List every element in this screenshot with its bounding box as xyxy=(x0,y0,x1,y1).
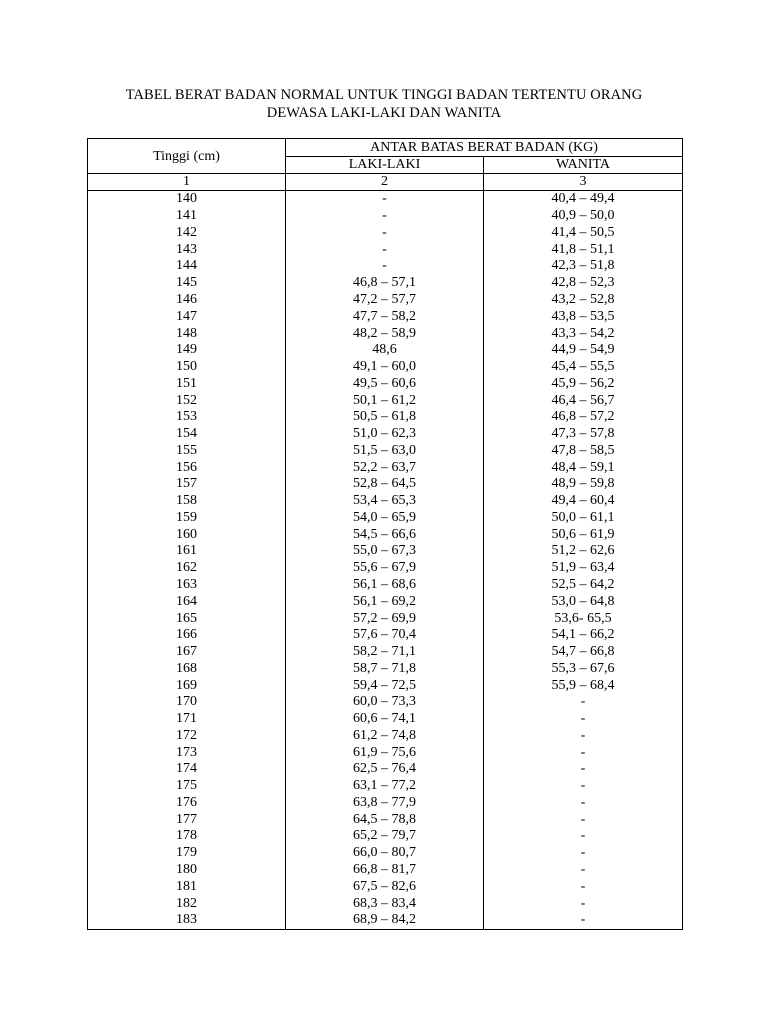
table-row xyxy=(88,593,683,610)
column-number-3: 3 xyxy=(484,174,683,191)
cell-tinggi: 165 xyxy=(88,610,286,627)
cell-tinggi: 146 xyxy=(88,292,286,309)
cell-wanita: 43,8 – 53,5 xyxy=(484,308,683,325)
cell-laki-laki: 66,0 – 80,7 xyxy=(286,845,484,862)
cell-laki-laki: - xyxy=(286,225,484,242)
table-row xyxy=(88,258,683,275)
cell-tinggi: 166 xyxy=(88,627,286,644)
table-row xyxy=(88,510,683,527)
cell-laki-laki: 60,0 – 73,3 xyxy=(286,694,484,711)
cell-laki-laki: 58,7 – 71,8 xyxy=(286,660,484,677)
cell-tinggi: 174 xyxy=(88,761,286,778)
table-row xyxy=(88,610,683,627)
header-laki-laki: LAKI-LAKI xyxy=(286,157,484,174)
cell-wanita: - xyxy=(484,912,683,929)
cell-wanita: 43,2 – 52,8 xyxy=(484,292,683,309)
table-row xyxy=(88,275,683,292)
cell-tinggi: 173 xyxy=(88,744,286,761)
cell-tinggi: 183 xyxy=(88,912,286,929)
table-body xyxy=(88,191,683,930)
cell-wanita: - xyxy=(484,795,683,812)
cell-wanita: - xyxy=(484,862,683,879)
cell-tinggi: 181 xyxy=(88,878,286,895)
cell-laki-laki: 47,2 – 57,7 xyxy=(286,292,484,309)
table-row xyxy=(88,375,683,392)
cell-laki-laki: 56,1 – 69,2 xyxy=(286,593,484,610)
table-row xyxy=(88,878,683,895)
table-row xyxy=(88,409,683,426)
cell-wanita: 53,6- 65,5 xyxy=(484,610,683,627)
cell-wanita: 40,4 – 49,4 xyxy=(484,191,683,208)
column-number-2: 2 xyxy=(286,174,484,191)
cell-laki-laki: - xyxy=(286,241,484,258)
cell-laki-laki: 56,1 – 68,6 xyxy=(286,577,484,594)
cell-tinggi: 161 xyxy=(88,543,286,560)
table-row xyxy=(88,426,683,443)
cell-wanita: 54,7 – 66,8 xyxy=(484,644,683,661)
cell-wanita: 55,3 – 67,6 xyxy=(484,660,683,677)
table-row xyxy=(88,560,683,577)
weight-table xyxy=(87,138,683,930)
cell-tinggi: 140 xyxy=(88,191,286,208)
cell-laki-laki: 49,5 – 60,6 xyxy=(286,375,484,392)
table-row xyxy=(88,342,683,359)
cell-laki-laki: 62,5 – 76,4 xyxy=(286,761,484,778)
cell-laki-laki: 48,2 – 58,9 xyxy=(286,325,484,342)
cell-tinggi: 164 xyxy=(88,593,286,610)
table-row xyxy=(88,862,683,879)
cell-tinggi: 170 xyxy=(88,694,286,711)
cell-tinggi: 150 xyxy=(88,359,286,376)
table-row xyxy=(88,292,683,309)
table-row xyxy=(88,644,683,661)
table-row xyxy=(88,577,683,594)
table-row xyxy=(88,845,683,862)
table-row xyxy=(88,392,683,409)
cell-laki-laki: 63,8 – 77,9 xyxy=(286,795,484,812)
table-row xyxy=(88,225,683,242)
cell-tinggi: 179 xyxy=(88,845,286,862)
cell-wanita: 41,4 – 50,5 xyxy=(484,225,683,242)
cell-tinggi: 148 xyxy=(88,325,286,342)
cell-laki-laki: 63,1 – 77,2 xyxy=(286,778,484,795)
cell-tinggi: 151 xyxy=(88,375,286,392)
cell-tinggi: 155 xyxy=(88,442,286,459)
table-row xyxy=(88,627,683,644)
cell-tinggi: 154 xyxy=(88,426,286,443)
table-row xyxy=(88,459,683,476)
cell-wanita: - xyxy=(484,744,683,761)
table-row xyxy=(88,677,683,694)
cell-wanita: 50,0 – 61,1 xyxy=(484,510,683,527)
table-row xyxy=(88,912,683,929)
table-row xyxy=(88,308,683,325)
table-row xyxy=(88,660,683,677)
cell-wanita: - xyxy=(484,761,683,778)
table-row xyxy=(88,811,683,828)
cell-tinggi: 144 xyxy=(88,258,286,275)
cell-tinggi: 167 xyxy=(88,644,286,661)
cell-wanita: 45,4 – 55,5 xyxy=(484,359,683,376)
cell-laki-laki: 55,0 – 67,3 xyxy=(286,543,484,560)
cell-tinggi: 157 xyxy=(88,476,286,493)
cell-wanita: - xyxy=(484,895,683,912)
cell-laki-laki: 66,8 – 81,7 xyxy=(286,862,484,879)
cell-wanita: 54,1 – 66,2 xyxy=(484,627,683,644)
table-row xyxy=(88,744,683,761)
cell-tinggi: 156 xyxy=(88,459,286,476)
cell-tinggi: 168 xyxy=(88,660,286,677)
cell-tinggi: 142 xyxy=(88,225,286,242)
cell-tinggi: 143 xyxy=(88,241,286,258)
cell-wanita: - xyxy=(484,694,683,711)
cell-laki-laki: 49,1 – 60,0 xyxy=(286,359,484,376)
table-row xyxy=(88,359,683,376)
cell-tinggi: 180 xyxy=(88,862,286,879)
table-row xyxy=(88,208,683,225)
cell-laki-laki: 48,6 xyxy=(286,342,484,359)
cell-wanita: 46,8 – 57,2 xyxy=(484,409,683,426)
cell-laki-laki: 57,6 – 70,4 xyxy=(286,627,484,644)
cell-laki-laki: 46,8 – 57,1 xyxy=(286,275,484,292)
cell-laki-laki: 55,6 – 67,9 xyxy=(286,560,484,577)
table-row xyxy=(88,543,683,560)
cell-tinggi: 147 xyxy=(88,308,286,325)
cell-laki-laki: 59,4 – 72,5 xyxy=(286,677,484,694)
cell-tinggi: 159 xyxy=(88,510,286,527)
cell-wanita: 47,8 – 58,5 xyxy=(484,442,683,459)
cell-wanita: - xyxy=(484,778,683,795)
cell-laki-laki: 52,8 – 64,5 xyxy=(286,476,484,493)
cell-laki-laki: 64,5 – 78,8 xyxy=(286,811,484,828)
cell-wanita: - xyxy=(484,845,683,862)
cell-laki-laki: - xyxy=(286,191,484,208)
cell-laki-laki: 58,2 – 71,1 xyxy=(286,644,484,661)
table-row xyxy=(88,795,683,812)
cell-tinggi: 178 xyxy=(88,828,286,845)
header-tinggi: Tinggi (cm) xyxy=(88,139,286,174)
cell-wanita: 42,3 – 51,8 xyxy=(484,258,683,275)
cell-laki-laki: 61,9 – 75,6 xyxy=(286,744,484,761)
cell-wanita: 45,9 – 56,2 xyxy=(484,375,683,392)
cell-wanita: - xyxy=(484,711,683,728)
cell-wanita: 49,4 – 60,4 xyxy=(484,493,683,510)
cell-tinggi: 149 xyxy=(88,342,286,359)
cell-tinggi: 171 xyxy=(88,711,286,728)
cell-tinggi: 163 xyxy=(88,577,286,594)
table-row xyxy=(88,493,683,510)
table-row xyxy=(88,526,683,543)
cell-wanita: 41,8 – 51,1 xyxy=(484,241,683,258)
cell-tinggi: 160 xyxy=(88,526,286,543)
column-number-1: 1 xyxy=(88,174,286,191)
cell-tinggi: 176 xyxy=(88,795,286,812)
table-row xyxy=(88,325,683,342)
cell-wanita: 40,9 – 50,0 xyxy=(484,208,683,225)
title-line-2: DEWASA LAKI-LAKI DAN WANITA xyxy=(266,105,502,121)
cell-laki-laki: 51,0 – 62,3 xyxy=(286,426,484,443)
cell-wanita: 48,9 – 59,8 xyxy=(484,476,683,493)
cell-tinggi: 172 xyxy=(88,728,286,745)
table-row xyxy=(88,476,683,493)
cell-wanita: 43,3 – 54,2 xyxy=(484,325,683,342)
cell-laki-laki: - xyxy=(286,258,484,275)
table-row xyxy=(88,711,683,728)
cell-laki-laki: - xyxy=(286,208,484,225)
title-line-1: TABEL BERAT BADAN NORMAL UNTUK TINGGI BADAN TERTENTU ORANG xyxy=(125,87,643,103)
table-row xyxy=(88,828,683,845)
cell-laki-laki: 54,0 – 65,9 xyxy=(286,510,484,527)
cell-laki-laki: 47,7 – 58,2 xyxy=(286,308,484,325)
cell-tinggi: 169 xyxy=(88,677,286,694)
table-row xyxy=(88,241,683,258)
cell-wanita: 53,0 – 64,8 xyxy=(484,593,683,610)
table-row xyxy=(88,728,683,745)
cell-wanita: 51,9 – 63,4 xyxy=(484,560,683,577)
cell-tinggi: 158 xyxy=(88,493,286,510)
header-group: ANTAR BATAS BERAT BADAN (KG) xyxy=(286,139,683,157)
cell-laki-laki: 57,2 – 69,9 xyxy=(286,610,484,627)
cell-tinggi: 162 xyxy=(88,560,286,577)
table-header xyxy=(88,139,683,191)
cell-laki-laki: 61,2 – 74,8 xyxy=(286,728,484,745)
header-wanita: WANITA xyxy=(484,157,683,174)
document-title xyxy=(0,86,768,122)
cell-tinggi: 152 xyxy=(88,392,286,409)
cell-laki-laki: 50,5 – 61,8 xyxy=(286,409,484,426)
table-row xyxy=(88,694,683,711)
cell-laki-laki: 65,2 – 79,7 xyxy=(286,828,484,845)
cell-tinggi: 175 xyxy=(88,778,286,795)
cell-wanita: - xyxy=(484,811,683,828)
cell-tinggi: 182 xyxy=(88,895,286,912)
cell-wanita: 47,3 – 57,8 xyxy=(484,426,683,443)
cell-wanita: 42,8 – 52,3 xyxy=(484,275,683,292)
cell-laki-laki: 68,3 – 83,4 xyxy=(286,895,484,912)
cell-laki-laki: 50,1 – 61,2 xyxy=(286,392,484,409)
cell-wanita: 44,9 – 54,9 xyxy=(484,342,683,359)
cell-wanita: 51,2 – 62,6 xyxy=(484,543,683,560)
cell-laki-laki: 68,9 – 84,2 xyxy=(286,912,484,929)
cell-tinggi: 145 xyxy=(88,275,286,292)
table-row xyxy=(88,895,683,912)
table-row xyxy=(88,778,683,795)
cell-laki-laki: 51,5 – 63,0 xyxy=(286,442,484,459)
cell-wanita: 48,4 – 59,1 xyxy=(484,459,683,476)
cell-wanita: 55,9 – 68,4 xyxy=(484,677,683,694)
cell-laki-laki: 54,5 – 66,6 xyxy=(286,526,484,543)
table-row xyxy=(88,442,683,459)
cell-tinggi: 153 xyxy=(88,409,286,426)
table-row xyxy=(88,191,683,208)
cell-laki-laki: 60,6 – 74,1 xyxy=(286,711,484,728)
cell-wanita: - xyxy=(484,728,683,745)
cell-wanita: - xyxy=(484,828,683,845)
cell-wanita: 52,5 – 64,2 xyxy=(484,577,683,594)
cell-tinggi: 177 xyxy=(88,811,286,828)
cell-tinggi: 141 xyxy=(88,208,286,225)
cell-laki-laki: 52,2 – 63,7 xyxy=(286,459,484,476)
cell-wanita: 50,6 – 61,9 xyxy=(484,526,683,543)
cell-laki-laki: 53,4 – 65,3 xyxy=(286,493,484,510)
cell-laki-laki: 67,5 – 82,6 xyxy=(286,878,484,895)
cell-wanita: - xyxy=(484,878,683,895)
table-row xyxy=(88,761,683,778)
cell-wanita: 46,4 – 56,7 xyxy=(484,392,683,409)
